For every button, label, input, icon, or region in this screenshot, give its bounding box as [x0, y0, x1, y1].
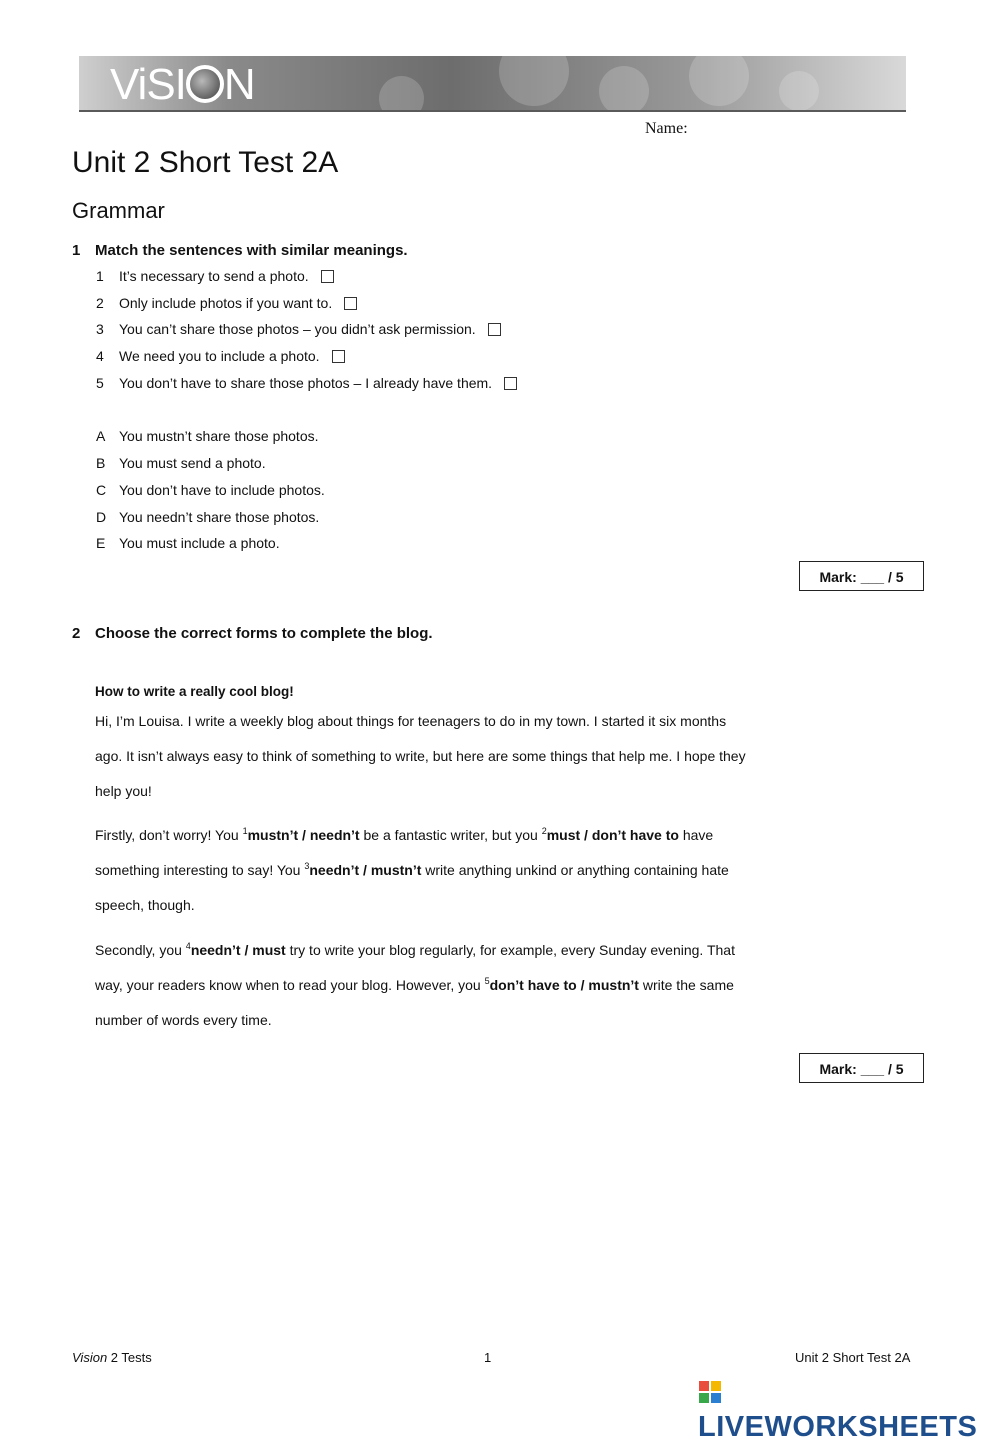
q1-option: B You must send a photo.: [96, 455, 266, 471]
q1-item: 1 It’s necessary to send a photo.: [96, 268, 334, 284]
q1-item: 5 You don’t have to share those photos – I already have them.: [96, 375, 517, 391]
choice-gap-4[interactable]: needn’t / must: [190, 942, 286, 958]
q1-item: 4 We need you to include a photo.: [96, 348, 345, 364]
answer-checkbox[interactable]: [332, 350, 345, 363]
choice-gap-1[interactable]: mustn’t / needn’t: [247, 827, 360, 843]
q1-option: D You needn’t share those photos.: [96, 509, 320, 525]
footer-left: Vision 2 Tests: [72, 1350, 152, 1365]
answer-checkbox[interactable]: [504, 377, 517, 390]
answer-checkbox[interactable]: [321, 270, 334, 283]
q1-option: E You must include a photo.: [96, 535, 280, 551]
q2-mark-box: Mark: ___ / 5: [799, 1053, 924, 1083]
blog-paragraph-1: Hi, I’m Louisa. I write a weekly blog about things for teenagers to do in my town. I started it six months ago. It isn’t always easy to think of something to write, but here are some things that help me. I hope they help you!: [95, 713, 746, 799]
logo-globe-icon: [186, 65, 224, 103]
q1-item: 2 Only include photos if you want to.: [96, 295, 357, 311]
q1-item: 3 You can’t share those photos – you didn’t ask permission.: [96, 321, 501, 337]
liveworksheets-logo-icon: [698, 1380, 722, 1404]
blog-paragraph-3: Secondly, you $^4$needn’t / must try to write your blog regularly, for example, every Sunday evening. That way, your readers know when to read your blog. However, you $^5$don’t have to / mustn’t write the same number of words every time.: [95, 941, 735, 1028]
q2-instruction: 2 Choose the correct forms to complete the blog.: [72, 625, 433, 642]
choice-gap-5[interactable]: don’t have to / mustn’t: [489, 977, 639, 993]
answer-checkbox[interactable]: [488, 323, 501, 336]
footer-page-number: 1: [484, 1350, 492, 1365]
name-label: Name:: [645, 120, 688, 137]
choice-gap-2[interactable]: must / don’t have to: [546, 827, 679, 843]
vision-logo: ViSI N: [110, 60, 255, 109]
q1-mark-box: Mark: ___ / 5: [799, 561, 924, 591]
answer-checkbox[interactable]: [344, 297, 357, 310]
q1-instruction: 1 Match the sentences with similar meanings.: [72, 242, 408, 259]
q1-option: A You mustn’t share those photos.: [96, 428, 319, 444]
q1-option: C You don’t have to include photos.: [96, 482, 325, 498]
footer-right: Unit 2 Short Test 2A: [795, 1350, 911, 1365]
blog-title: How to write a really cool blog!: [95, 684, 294, 699]
section-heading: Grammar: [72, 198, 165, 223]
blog-paragraph-2: Firstly, don’t worry! You $^1$mustn’t / needn’t be a fantastic writer, but you $^2$must / don’t have to have something interesting to say! You $^3$needn’t / mustn’t write anything unkind or anything containing hate speech, though.: [95, 826, 729, 913]
page-title: Unit 2 Short Test 2A: [72, 146, 339, 179]
choice-gap-3[interactable]: needn’t / mustn’t: [309, 862, 422, 878]
liveworksheets-watermark: LIVEWORKSHEETS: [698, 1376, 1000, 1444]
